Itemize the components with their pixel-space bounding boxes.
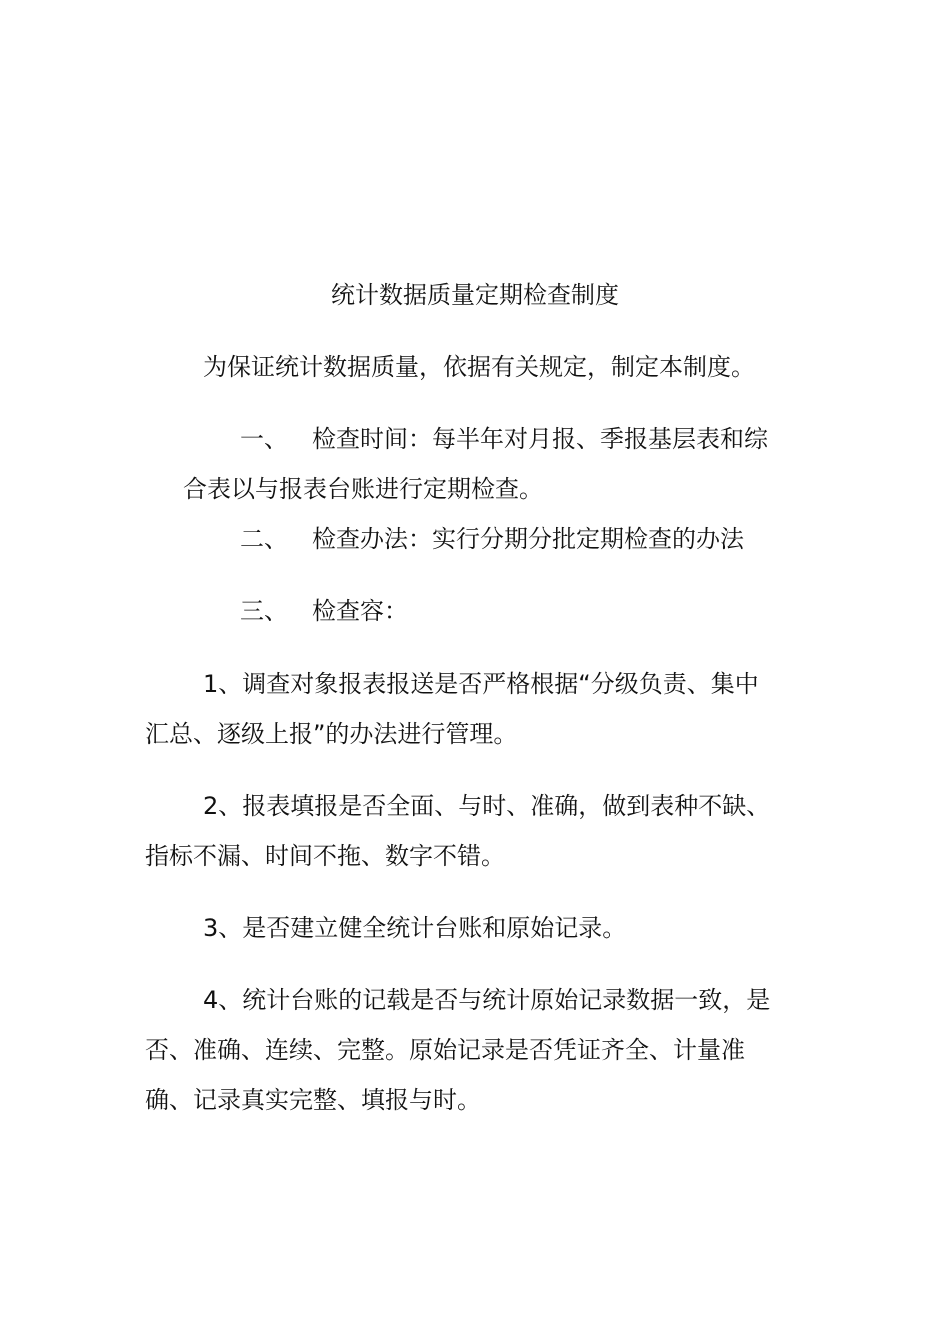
section-2-line-1: 检查办法：实行分期分批定期检查的办法 [312,525,744,553]
item-2-line-2: 指标不漏、时间不拖、数字不错。 [145,842,505,870]
item-4-line-1: 4、统计台账的记载是否与统计原始记录数据一致，是 [203,986,771,1014]
document-title: 统计数据质量定期检查制度 [331,281,619,309]
section-3-line-1: 检查容： [312,597,408,625]
item-3-line-1: 3、是否建立健全统计台账和原始记录。 [203,914,627,942]
section-2-number: 二、 [240,525,288,553]
intro-paragraph: 为保证统计数据质量，依据有关规定，制定本制度。 [203,353,755,381]
item-4-line-2: 否、准确、连续、完整。原始记录是否凭证齐全、计量准 [145,1036,745,1064]
section-1-line-2: 合表以与报表台账进行定期检查。 [183,475,543,503]
item-1-line-2: 汇总、逐级上报”的办法进行管理。 [145,720,518,748]
section-1-line-1: 检查时间：每半年对月报、季报基层表和综 [312,425,768,453]
section-3-number: 三、 [240,597,288,625]
item-4-line-3: 确、记录真实完整、填报与时。 [145,1086,481,1114]
item-1-line-1: 1、调查对象报表报送是否严格根据“分级负责、集中 [203,670,759,698]
section-1-number: 一、 [240,425,288,453]
item-2-line-1: 2、报表填报是否全面、与时、准确，做到表种不缺、 [203,792,771,820]
